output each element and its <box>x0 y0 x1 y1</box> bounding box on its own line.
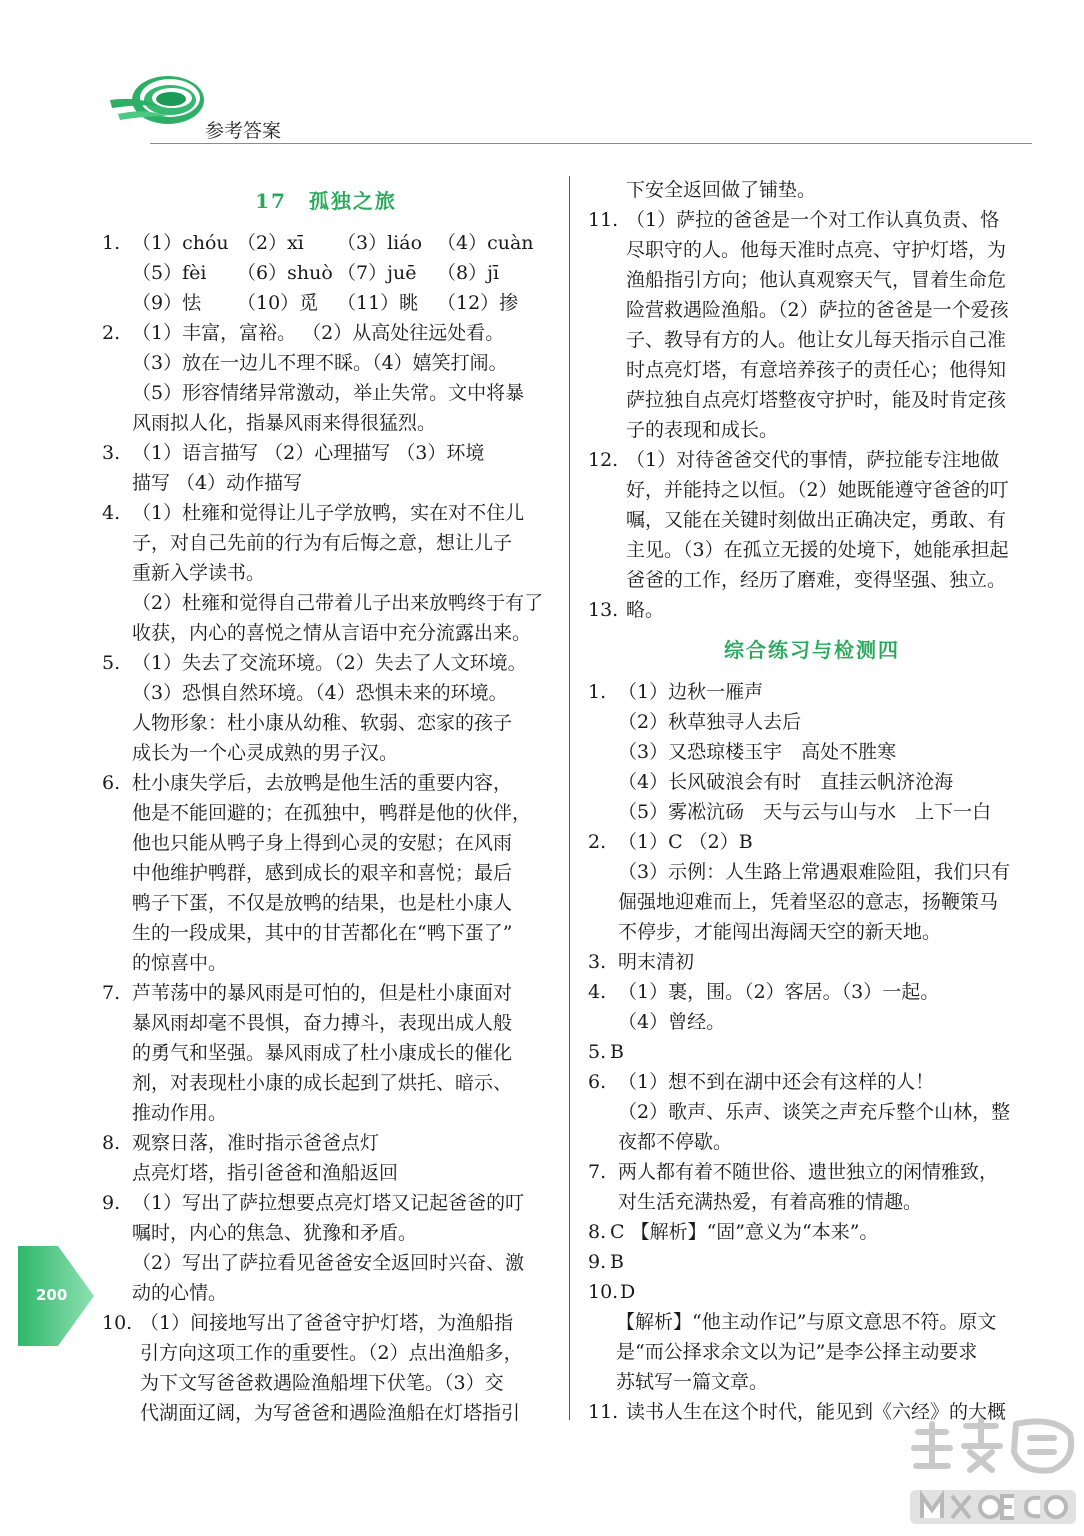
pinyin-answer: （6）shuò <box>237 262 333 284</box>
pinyin-answer: （7）juē <box>337 262 417 284</box>
answer-line: 对生活充满热爱，有着高雅的情趣。 <box>618 1191 923 1213</box>
answer-line: 子、教导有方的人。他让女儿每天指示自己准 <box>626 329 1007 351</box>
answer-line: 时点亮灯塔，有意培养孩子的责任心；他得知 <box>626 359 1007 381</box>
answer-line: （4）曾经。 <box>618 1011 726 1033</box>
answer-line: 点亮灯塔，指引爸爸和渔船返回 <box>132 1162 399 1184</box>
answer-line: （1）萨拉的爸爸是一个对工作认真负责、恪 <box>626 209 1000 231</box>
answer-line: 中他维护鸭群，感到成长的艰辛和喜悦；最后 <box>132 862 513 884</box>
item-number: 6. <box>102 772 121 794</box>
answer-item-10 <box>102 1308 550 1428</box>
answer-line: 描写 （4）动作描写 <box>132 472 303 494</box>
item-number: 12. <box>588 449 619 471</box>
answer-line: B <box>610 1041 624 1063</box>
pinyin-answer: （3）liáo <box>337 232 423 254</box>
char-answer: （9）怯 <box>132 292 202 314</box>
item-number: 8. <box>102 1132 121 1154</box>
left-column <box>102 228 550 1428</box>
answer-line: （1）想不到在湖中还会有这样的人！ <box>618 1071 935 1093</box>
item-number: 2. <box>588 831 607 853</box>
answer-line: （2）写出了萨拉看见爸爸安全返回时兴奋、激 <box>132 1252 525 1274</box>
header-title: 参考答案 <box>205 120 282 142</box>
answer-line: （3）恐惧自然环境。（4）恐惧未来的环境。 <box>132 682 508 704</box>
answer-line: D <box>620 1281 636 1303</box>
header-rule <box>150 143 1032 144</box>
answer-line: 收获，内心的喜悦之情从言语中充分流露出来。 <box>132 622 532 644</box>
answer-item-5 <box>102 648 550 768</box>
answer-line: 主见。（3）在孤立无援的处境下，她能承担起 <box>626 539 1009 561</box>
answer-item-11 <box>588 205 1036 445</box>
answer-line: 明末清初 <box>618 951 695 973</box>
pinyin-row-1 <box>132 228 550 258</box>
answer-line: 芦苇荡中的暴风雨是可怕的，但是杜小康面对 <box>132 982 513 1004</box>
answer-line: 风雨拟人化，指暴风雨来得很猛烈。 <box>132 412 437 434</box>
answer-item-6 <box>102 768 550 978</box>
watermark-stamp-icon <box>904 1412 1082 1532</box>
answer-line: 两人都有着不随世俗、遗世独立的闲情雅致， <box>618 1161 999 1183</box>
item-number: 1. <box>588 681 607 703</box>
answer-line: 的勇气和坚强。暴风雨成了杜小康成长的催化 <box>132 1042 513 1064</box>
item-number: 5. <box>588 1041 607 1063</box>
answer-line: 的惊喜中。 <box>132 952 228 974</box>
answer-line: 重新入学读书。 <box>132 562 266 584</box>
answer-line: （2）歌声、乐声、谈笑之声充斥整个山林，整 <box>618 1101 1011 1123</box>
item-number: 3. <box>588 951 607 973</box>
item-number: 7. <box>102 982 121 1004</box>
pinyin-answer: （4）cuàn <box>437 232 534 254</box>
item-number: 13. <box>588 599 619 621</box>
item-number: 4. <box>588 981 607 1003</box>
answer-item-4 <box>102 498 550 648</box>
answer-item-13 <box>588 595 1036 625</box>
answer-line: 生的一段成果，其中的甘苦都化在“鸭下蛋了” <box>132 922 513 944</box>
answer-line: 为下文写爸爸救遇险渔船埋下伏笔。（3）交 <box>140 1372 504 1394</box>
answer-line: 不停步，才能闯出海阔天空的新天地。 <box>618 921 942 943</box>
review-item-10-analysis <box>588 1307 1036 1397</box>
item-number: 11. <box>588 1401 619 1423</box>
answer-line: 成长为一个心灵成熟的男子汉。 <box>132 742 399 764</box>
section-title-17 <box>102 185 550 214</box>
answer-line: （1）失去了交流环境。（2）失去了人文环境。 <box>132 652 527 674</box>
answer-item-7 <box>102 978 550 1128</box>
answer-line: 【解析】“他主动作记”与原文意思不符。原文 <box>616 1311 997 1333</box>
answer-line: （3）放在一边儿不理不睬。（4）嬉笑打闹。 <box>132 352 508 374</box>
continued-text <box>588 175 1036 205</box>
review-item-10 <box>588 1277 1036 1307</box>
item-number: 1. <box>102 232 121 254</box>
item-number: 9. <box>102 1192 121 1214</box>
answer-line: 鸭子下蛋，不仅是放鸭的结果，也是杜小康人 <box>132 892 513 914</box>
answer-line: 略。 <box>626 599 665 621</box>
answer-item-8 <box>102 1128 550 1188</box>
item-number: 5. <box>102 652 121 674</box>
review-item-8 <box>588 1217 1036 1247</box>
answer-item-1 <box>102 228 550 318</box>
answer-line: （1）边秋一雁声 <box>618 681 764 703</box>
answer-line: 子的表现和成长。 <box>626 419 779 441</box>
answer-line: C 【解析】“固”意义为“本来”。 <box>610 1221 879 1243</box>
section-title-text: 孤独之旅 <box>308 189 397 213</box>
item-number: 2. <box>102 322 121 344</box>
answer-line: （5）雾凇沆砀 天与云与山与水 上下一白 <box>618 801 992 823</box>
answer-line: 剂，对表现杜小康的成长起到了烘托、暗示、 <box>132 1072 513 1094</box>
answer-item-3 <box>102 438 550 498</box>
answer-line: （3）示例：人生路上常遇艰难险阻，我们只有 <box>618 861 1011 883</box>
pinyin-answer: （5）fèi <box>132 262 207 284</box>
answer-line: 好，并能持之以恒。（2）她既能遵守爸爸的叮 <box>626 479 1009 501</box>
answer-line: 萨拉独自点亮灯塔整夜守护时，能及时肯定孩 <box>626 389 1007 411</box>
answer-line: （1）杜雍和觉得让儿子学放鸭，实在对不住儿 <box>132 502 525 524</box>
review-item-3 <box>588 947 1036 977</box>
answer-line: （2）秋草独寻人去后 <box>618 711 802 733</box>
answer-item-12 <box>588 445 1036 595</box>
page-number: 200 <box>36 1286 68 1304</box>
answer-line: （3）又恐琼楼玉宇 高处不胜寒 <box>618 741 897 763</box>
answer-line: 嘱，又能在关键时刻做出正确决定，勇敢、有 <box>626 509 1007 531</box>
review-item-2 <box>588 827 1036 947</box>
answer-line: 渔船指引方向；他认真观察天气，冒着生命危 <box>626 269 1007 291</box>
answer-line: 子，对自己先前的行为有后悔之意，想让儿子 <box>132 532 513 554</box>
item-number: 3. <box>102 442 121 464</box>
review-item-6 <box>588 1067 1036 1157</box>
pinyin-answer: （1）chóu <box>132 232 229 254</box>
answer-line: 苏轼写一篇文章。 <box>616 1371 769 1393</box>
answer-line: （1）C （2）B <box>618 831 753 853</box>
review-item-1 <box>588 677 1036 827</box>
pinyin-row-2 <box>132 258 550 288</box>
answer-line: （4）长风破浪会有时 直挂云帆济沧海 <box>618 771 954 793</box>
review-item-7 <box>588 1157 1036 1217</box>
answer-line: （1）对待爸爸交代的事情，萨拉能专注地做 <box>626 449 1000 471</box>
section-number: 17 <box>255 189 287 213</box>
answer-line: （1）裹，围。（2）客居。（3）一起。 <box>618 981 940 1003</box>
answer-line: 引方向这项工作的重要性。（2）点出渔船多， <box>140 1342 523 1364</box>
item-number: 4. <box>102 502 121 524</box>
answer-line: 险营救遇险渔船。（2）萨拉的爸爸是一个爱孩 <box>626 299 1009 321</box>
answer-line: 推动作用。 <box>132 1102 228 1124</box>
char-answer: （10）觅 <box>237 292 319 314</box>
item-number: 8. <box>588 1221 607 1243</box>
char-answer: （11）眺 <box>337 292 419 314</box>
answer-line: 他是不能回避的；在孤独中，鸭群是他的伙伴， <box>132 802 532 824</box>
answer-line: （1）写出了萨拉想要点亮灯塔又记起爸爸的叮 <box>132 1192 525 1214</box>
answer-line: 暴风雨却毫不畏惧，奋力搏斗，表现出成人般 <box>132 1012 513 1034</box>
review-item-9 <box>588 1247 1036 1277</box>
column-divider <box>569 176 570 1420</box>
review-item-5 <box>588 1037 1036 1067</box>
answer-line: 动的心情。 <box>132 1282 228 1304</box>
pinyin-answer: （8）jī <box>437 262 500 284</box>
answer-line: （1）间接地写出了爸爸守护灯塔，为渔船指 <box>140 1312 514 1334</box>
answer-line: 读书人生在这个时代，能见到《六经》的大概 <box>626 1401 1007 1423</box>
item-number: 6. <box>588 1071 607 1093</box>
item-number: 10. <box>588 1281 619 1303</box>
answer-line: （2）杜雍和觉得自己带着儿子出来放鸭终于有了 <box>132 592 544 614</box>
answer-line: 观察日落，准时指示爸爸点灯 <box>132 1132 380 1154</box>
right-column <box>588 175 1036 1427</box>
answer-line: 倔强地迎难而上，凭着坚忍的意志，扬鞭策马 <box>618 891 999 913</box>
answer-line: （1）语言描写 （2）心理描写 （3）环境 <box>132 442 485 464</box>
section-title-review-4: 综合练习与检测四 <box>724 638 900 662</box>
answer-line: 夜都不停歇。 <box>618 1131 733 1153</box>
answer-line: （1）丰富，富裕。 （2）从高处往远处看。 <box>132 322 505 344</box>
answer-line: B <box>610 1251 624 1273</box>
char-answer: （12）掺 <box>437 292 519 314</box>
review-item-4 <box>588 977 1036 1037</box>
answer-line: （5）形容情绪异常激动，举止失常。文中将暴 <box>132 382 525 404</box>
answer-line: 人物形象：杜小康从幼稚、软弱、恋家的孩子 <box>132 712 513 734</box>
answer-line: 尽职守的人。他每天准时点亮、守护灯塔，为 <box>626 239 1007 261</box>
answer-line: 嘱时，内心的焦急、犹豫和矛盾。 <box>132 1222 418 1244</box>
item-number: 9. <box>588 1251 607 1273</box>
pinyin-answer: （2）xī <box>237 232 304 254</box>
answer-item-2 <box>102 318 550 438</box>
answer-line: 代湖面辽阔，为写爸爸和遇险渔船在灯塔指引 <box>140 1402 521 1424</box>
answer-line: 他也只能从鸭子身上得到心灵的安慰；在风雨 <box>132 832 513 854</box>
item-number: 11. <box>588 209 619 231</box>
publisher-logo-icon <box>108 70 208 136</box>
item-number: 10. <box>102 1312 133 1334</box>
answer-line: 是“而公择求余文以为记”是李公择主动要求 <box>616 1341 978 1363</box>
answer-item-9 <box>102 1188 550 1308</box>
answer-line: 下安全返回做了铺垫。 <box>626 179 817 201</box>
answer-line: 爸爸的工作，经历了磨难，变得坚强、独立。 <box>626 569 1007 591</box>
item-number: 7. <box>588 1161 607 1183</box>
pinyin-row-3 <box>132 288 550 318</box>
answer-line: 杜小康失学后，去放鸭是他生活的重要内容， <box>132 772 513 794</box>
